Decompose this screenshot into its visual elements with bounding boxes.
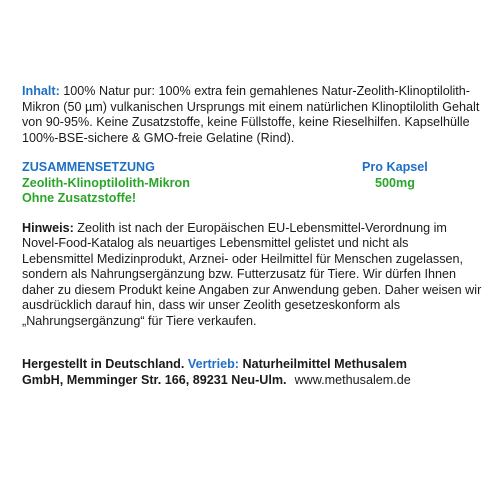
label-document [22, 84, 482, 388]
ingredient-amount: 500mg [375, 175, 415, 190]
footer-line-2 [22, 373, 482, 389]
hinweis-text: Zeolith ist nach der Europäischen EU-Lebensmittel-Verordnung im Novel-Food-Katalog als neuartiges Lebensmittel gelistet und nicht als Lebensmittel Medizinprodukt, Arznei- oder Heilmittel für Menschen zugelassen, sondern als Nahrungsergänzung bzw. Futterzusatz für Tiere. Wir dürfen Ihnen daher zu diesem Produkt keine Angaben zur Anwendung geben. Daher weisen wir ausdrücklich darauf hin, dass wir unser Zeolith gesetzeskonform als „Nahrungsergänzung“ für Tiere verkaufen. [22, 220, 482, 328]
inhalt-paragraph [22, 84, 482, 146]
zusammensetzung-ingredient-row [22, 176, 482, 192]
footer-made-in: Hergestellt in Deutschland. [22, 357, 185, 371]
zusammensetzung-header [22, 160, 482, 176]
ingredient-name: Zeolith-Klinoptilolith-Mikron [22, 175, 190, 190]
zusammensetzung-note: Ohne Zusatzstoffe! [22, 191, 137, 205]
footer-vertrieb-label: Vertrieb: [187, 357, 239, 371]
inhalt-label: Inhalt: [22, 84, 60, 98]
zusammensetzung-header-left: ZUSAMMENSETZUNG [22, 160, 155, 174]
inhalt-text: 100% Natur pur: 100% extra fein gemahlenes Natur-Zeolith-Klinoptilolith-Mikron (50 µm) vulkanischen Ursprungs mit einem natürlichen Klinoptilolith Gehalt von 90-95%. Keine Zusatzstoffe, keine Füllstoffe, keine Rieselhilfen. Kapselhülle 100%-BSE-sichere & GMO-freie Gelatine (Rind). [22, 84, 480, 145]
footer-address: GmbH, Memminger Str. 166, 89231 Neu-Ulm. [22, 372, 287, 387]
hinweis-label: Hinweis: [22, 220, 74, 235]
footer-company: Naturheilmittel Methusalem [242, 357, 407, 371]
footer-website: www.methusalem.de [294, 372, 411, 387]
zusammensetzung-header-right: Pro Kapsel [362, 160, 428, 174]
zusammensetzung-table [22, 160, 482, 207]
zusammensetzung-note-row [22, 191, 482, 207]
hinweis-paragraph [22, 221, 482, 330]
ingredient-amount-cell [322, 176, 482, 192]
footer-line-1 [22, 357, 482, 373]
footer [22, 357, 482, 388]
